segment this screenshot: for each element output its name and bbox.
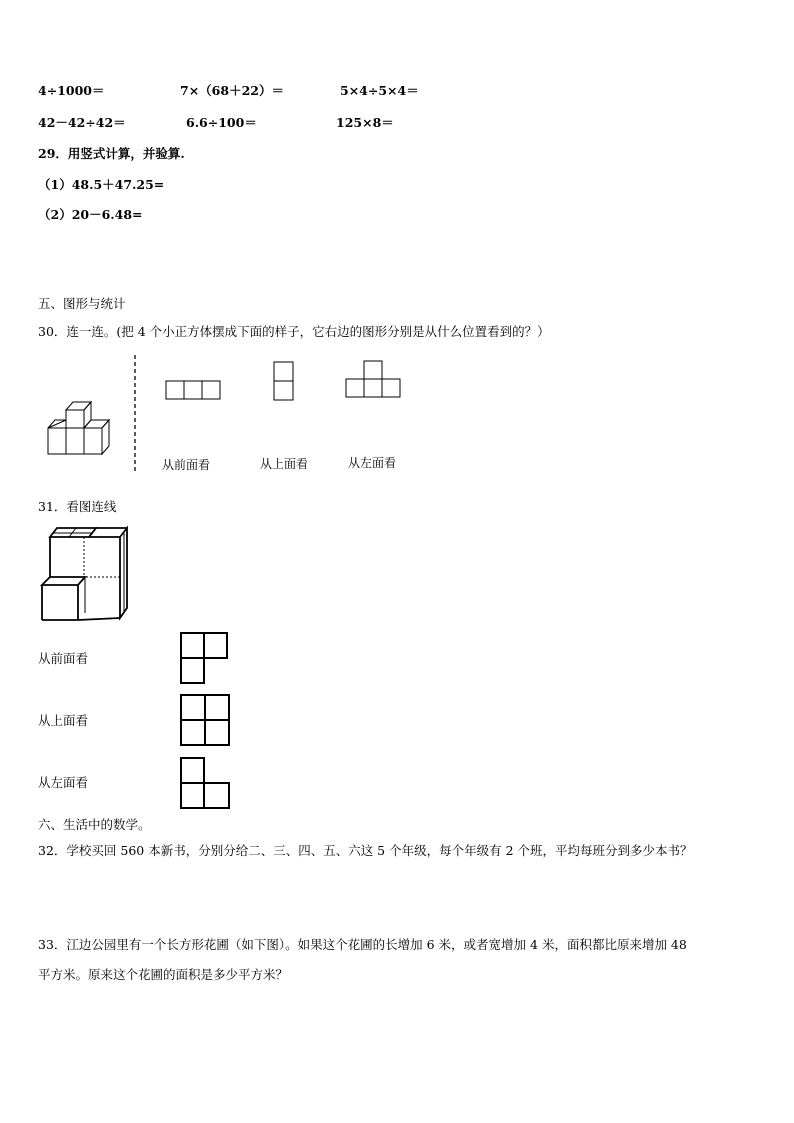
q31-label: 从上面看	[38, 713, 89, 728]
q31-view-l-shape-top	[179, 631, 231, 687]
section-6-heading: 六、生活中的数学。	[38, 817, 151, 832]
q31-title: 31．看图连线	[38, 499, 117, 514]
view-t-shape	[345, 360, 405, 402]
q30-title: 30．连一连。(把 4 个小正方体摆成下面的样子，它右边的图形分别是从什么位置看到的？）	[38, 324, 550, 339]
q31-view-l-shape-bottom	[179, 756, 233, 812]
section-5-heading: 五、图形与统计	[38, 296, 126, 311]
q30-caption: 从前面看	[162, 458, 211, 472]
view-two-stacked	[273, 361, 297, 403]
calc-item: 5×4÷5×4＝	[340, 83, 419, 98]
q30-caption: 从上面看	[260, 457, 309, 471]
q32-text: 32．学校买回 560 本新书，分别分给二、三、四、五、六这 5 个年级，每个年级有 2 个班，平均每班分到多少本书？	[38, 843, 693, 858]
q31-cube-solid-figure	[38, 525, 133, 625]
q31-view-square-grid	[179, 693, 233, 749]
view-three-in-row	[165, 380, 223, 402]
calc-item: 7×（68＋22）＝	[180, 83, 284, 98]
calc-item: 125×8＝	[336, 115, 394, 130]
calc-item: 4÷1000＝	[38, 83, 105, 98]
q31-label: 从前面看	[38, 651, 89, 666]
calc-item: 42－42÷42＝	[38, 115, 126, 130]
q30-caption: 从左面看	[348, 456, 397, 470]
q29-item-2: （2）20－6.48=	[38, 207, 143, 222]
q33-text-line1: 33．江边公园里有一个长方形花圃（如下图）。如果这个花圃的长增加 6 米，或者宽增加 4 米，面积都比原来增加 48	[38, 937, 687, 952]
q30-cube-stack-figure	[40, 395, 130, 457]
q33-text-line2: 平方米。原来这个花圃的面积是多少平方米？	[38, 967, 289, 982]
q29-title: 29．用竖式计算，并验算.	[38, 146, 185, 161]
calc-item: 6.6÷100＝	[186, 115, 257, 130]
q29-item-1: （1）48.5＋47.25=	[38, 177, 165, 192]
dashed-divider	[130, 355, 140, 473]
q31-label: 从左面看	[38, 775, 89, 790]
